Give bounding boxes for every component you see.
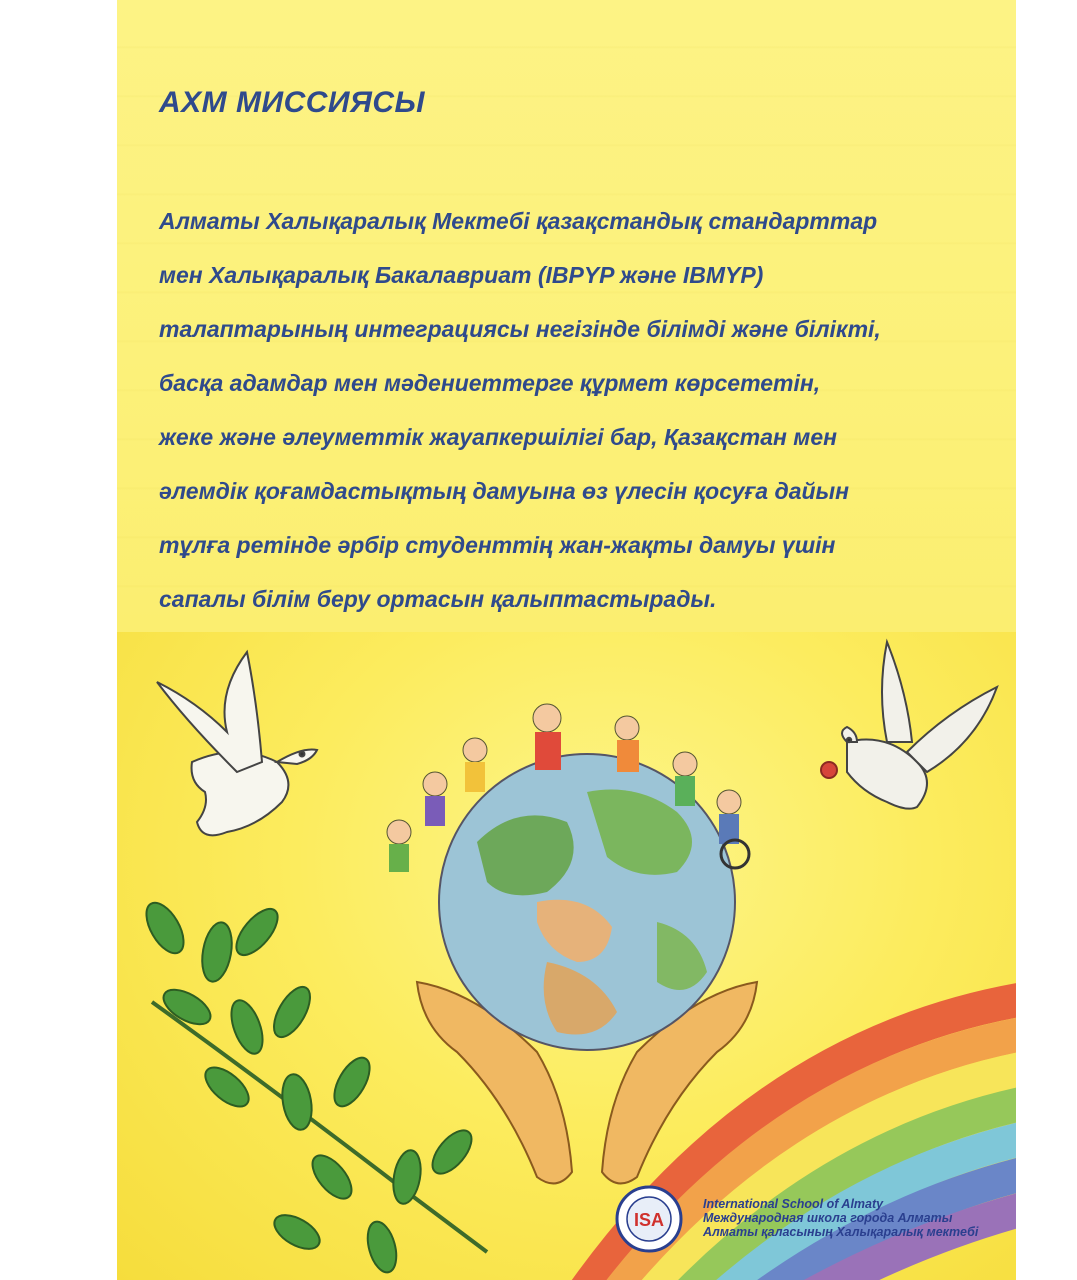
mission-line: тұлға ретінде әрбір студенттің жан-жақты дамуы үшін xyxy=(159,532,836,558)
mission-statement xyxy=(159,194,989,626)
school-name-en: International School of Almaty xyxy=(703,1197,884,1211)
mission-line: сапалы білім беру ортасын қалыптастырады. xyxy=(159,586,717,612)
dove-icon xyxy=(157,652,317,835)
mission-line: басқа адамдар мен мәдениеттерге құрмет көрсететін, xyxy=(159,370,821,396)
mission-line: талаптарының интеграциясы негізінде білімді және білікті, xyxy=(159,316,881,342)
mission-poster xyxy=(117,0,1016,1280)
mission-line: Алматы Халықаралық Мектебі қазақстандық стандарттар xyxy=(159,208,878,234)
mission-line: мен Халықаралық Бакалавриат (IBPYP және IBMYP) xyxy=(159,262,764,288)
page-title: АХМ МИССИЯСЫ xyxy=(159,86,426,119)
school-name-kz: Алматы қаласының Халықаралық мектебі xyxy=(703,1225,979,1239)
dove-icon xyxy=(821,642,997,809)
school-logo-icon xyxy=(615,1185,683,1253)
school-names xyxy=(703,1197,978,1239)
logo-text: ISA xyxy=(633,1210,665,1230)
mission-line: әлемдік қоғамдастықтың дамуына өз үлесін қосуға дайын xyxy=(159,478,850,504)
olive-branch-icon xyxy=(139,897,487,1276)
text-panel xyxy=(117,0,1016,632)
mission-line: жеке және әлеуметтік жауапкершілігі бар, Қазақстан мен xyxy=(159,424,838,450)
school-name-ru: Международная школа города Алматы xyxy=(703,1211,953,1225)
illustration xyxy=(117,632,1016,1280)
